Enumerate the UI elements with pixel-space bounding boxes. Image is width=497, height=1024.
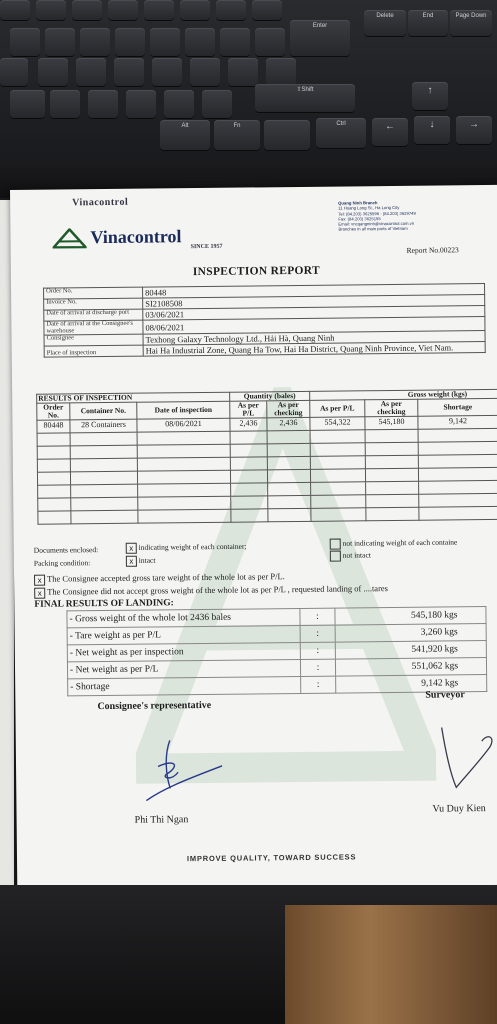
intact-checkbox: x xyxy=(126,556,137,567)
results-table xyxy=(36,389,497,524)
order-info-label: Date of arrival at discharge port xyxy=(44,309,143,321)
final-result-label: - Net weight as per P/L xyxy=(67,659,300,678)
company-logo xyxy=(52,226,181,248)
branch-title: Quang Ninh Branch xyxy=(338,200,378,206)
not-intact-checkbox xyxy=(330,551,341,562)
keyboard-key xyxy=(255,28,285,56)
final-result-colon: : xyxy=(300,659,335,676)
fn-key: Fn xyxy=(214,120,260,150)
branch-line: Fax: (84.203) 3625155 xyxy=(338,215,381,222)
menu-key xyxy=(264,120,310,150)
quantity-as-per-pl-cell: 2,436 xyxy=(230,417,267,430)
keyboard-key xyxy=(38,58,68,86)
branch-line: Email: vncqangninh@vinacontrol.com.vn xyxy=(338,220,415,227)
keyboard-key xyxy=(115,28,145,56)
order-info-label: Date of arrival at the Consignee's warehouse xyxy=(44,320,143,335)
final-results-title: FINAL RESULTS OF LANDING: xyxy=(34,598,174,610)
order-info-value: 08/06/2021 xyxy=(143,317,485,335)
keyboard-key xyxy=(252,0,282,20)
keyboard-key xyxy=(45,28,75,56)
not-indicating-option xyxy=(330,537,458,549)
company-logo-icon xyxy=(52,228,86,248)
gw-as-per-pl-cell: 554,322 xyxy=(310,416,365,430)
not-indicating-checkbox xyxy=(330,539,341,550)
order-info-value: SI2108508 xyxy=(143,295,485,310)
branch-info xyxy=(338,199,468,232)
date-of-inspection-header: Date of inspection xyxy=(137,401,230,419)
not-accepted-checkbox: x xyxy=(34,587,45,598)
not-accepted-label: The Consignee did not accept gross weight of the whole lot as per P/L , requested landing of ....tares xyxy=(47,583,389,597)
keyboard-key xyxy=(126,90,156,118)
footer-slogan: IMPROVE QUALITY, TOWARD SUCCESS xyxy=(186,852,357,864)
enter-key: Enter xyxy=(290,20,350,56)
order-info-value: Hai Ha Industrial Zone, Quang Ha Tow, Hai Ha District, Quang Ninh Province, Viet Nam. xyxy=(143,342,485,357)
results-section-title: RESULTS OF INSPECTION xyxy=(37,392,230,403)
shortage-header: Shortage xyxy=(418,398,497,416)
report-title: INSPECTION REPORT xyxy=(192,264,321,279)
ctrl-key: Ctrl xyxy=(316,118,366,148)
final-result-colon: : xyxy=(300,642,335,659)
indicating-label: indicating weight of each container; xyxy=(138,541,247,552)
indicating-option xyxy=(126,542,247,554)
quantity-as-per-checking-cell: 2,436 xyxy=(267,417,310,430)
keyboard-key xyxy=(0,58,28,86)
intact-option xyxy=(126,555,156,566)
keyboard-key xyxy=(114,58,144,86)
surveyor-name: Vu Duy Kien xyxy=(432,803,486,815)
consignee-representative-title: Consignee's representative xyxy=(97,699,212,713)
keyboard-key xyxy=(10,28,40,56)
keyboard-key xyxy=(150,28,180,56)
accepted-label: The Consignee accepted gross tare weight of the whole lot as per P/L. xyxy=(47,571,285,584)
surveyor-title: Surveyor xyxy=(425,689,465,701)
final-result-colon: : xyxy=(300,608,335,625)
final-result-colon: : xyxy=(301,676,336,693)
not-intact-option xyxy=(330,550,371,561)
keyboard-key xyxy=(216,0,246,20)
keyboard-key xyxy=(10,90,45,118)
final-result-value: 541,920 kgs xyxy=(335,641,486,660)
indicating-checkbox: x xyxy=(126,543,137,554)
final-result-value: 551,062 kgs xyxy=(335,658,486,677)
shift-key: ⇧Shift xyxy=(255,84,355,112)
final-result-value: 545,180 kgs xyxy=(335,607,486,626)
page-down-key: Page Down xyxy=(450,10,492,36)
arrow-down-key: ↓ xyxy=(414,116,450,144)
keyboard-key xyxy=(88,90,118,118)
background-floor xyxy=(285,905,497,1024)
consignee-signature-icon xyxy=(136,736,227,807)
keyboard-key xyxy=(190,58,220,86)
gw-as-per-pl-header: As per P/L xyxy=(310,400,365,417)
delete-key: Delete xyxy=(364,10,406,36)
final-results-table xyxy=(66,606,487,696)
date-of-inspection-cell: 08/06/2021 xyxy=(137,418,230,432)
report-number: Report No.00223 xyxy=(406,245,459,255)
keyboard-key xyxy=(76,58,106,86)
keyboard-key xyxy=(152,58,182,86)
final-result-value: 3,260 kgs xyxy=(335,624,486,643)
arrow-up-key: ↑ xyxy=(412,82,448,110)
final-result-value: 9,142 kgs xyxy=(336,675,487,694)
final-result-label: - Gross weight of the whole lot 2436 bales xyxy=(67,608,300,627)
alt-key: Alt xyxy=(160,120,210,150)
quantity-as-per-checking-header: As per checking xyxy=(267,400,310,417)
order-info-label: Consignee xyxy=(44,334,143,346)
keyboard-key xyxy=(164,90,194,118)
keyboard xyxy=(0,0,497,185)
order-info-label: Place of inspection xyxy=(44,345,143,357)
keyboard-key xyxy=(108,0,138,20)
keyboard-key xyxy=(202,90,232,118)
keyboard-key xyxy=(228,58,258,86)
order-no-cell: 80448 xyxy=(37,420,70,433)
order-info-value: Texhong Galaxy Technology Ltd., Hải Hà, Quang Ninh xyxy=(143,331,485,346)
branch-line: Tel: (84.203) 3625596 - (84.203) 3629749 xyxy=(338,210,416,217)
keyboard-key xyxy=(185,28,215,56)
order-info-table xyxy=(43,283,486,358)
quantity-group-header: Quantity (bales) xyxy=(230,391,310,401)
order-no-header: Order No. xyxy=(37,403,70,420)
keyboard-key xyxy=(36,0,66,20)
keyboard-key xyxy=(220,28,250,56)
quantity-as-per-pl-header: As per P/L xyxy=(230,401,267,418)
documents-enclosed-label: Documents enclosed: xyxy=(33,545,99,555)
surveyor-signature-icon xyxy=(434,723,497,794)
arrow-left-key: ← xyxy=(372,118,408,146)
shortage-cell: 9,142 xyxy=(418,415,497,429)
gw-as-per-checking-header: As per checking xyxy=(365,399,418,416)
gross-weight-group-header: Gross weight (kgs) xyxy=(310,389,497,400)
order-info-value: 03/06/2021 xyxy=(143,306,485,321)
keyboard-key xyxy=(80,28,110,56)
order-info-label: Order No. xyxy=(44,287,143,299)
not-intact-label: not intact xyxy=(342,550,371,560)
final-result-label: - Tare weight as per P/L xyxy=(67,625,300,644)
keyboard-key xyxy=(180,0,210,20)
final-result-label: - Shortage xyxy=(68,676,301,695)
arrow-right-key: → xyxy=(456,116,492,144)
container-no-header: Container No. xyxy=(70,402,137,419)
final-result-colon: : xyxy=(300,625,335,642)
not-indicating-label: not indicating weight of each containe xyxy=(342,537,458,548)
gw-as-per-checking-cell: 545,180 xyxy=(365,416,418,430)
branch-line: 11 Hoang Long St., Ha Long City xyxy=(338,205,400,211)
keyboard-key xyxy=(0,0,30,20)
accepted-checkbox: x xyxy=(34,574,45,585)
packing-condition-label: Packing condition: xyxy=(33,558,91,568)
branch-line: Branches in all main ports of Vietnam xyxy=(338,226,408,232)
since-text: SINCE 1957 xyxy=(190,243,223,251)
end-key: End xyxy=(408,10,448,36)
order-info-value: 80448 xyxy=(143,284,485,299)
final-result-label: - Net weight as per inspection xyxy=(67,642,300,661)
keyboard-key xyxy=(50,90,80,118)
intact-label: intact xyxy=(138,555,156,565)
brand-name: Vinacontrol xyxy=(90,226,182,248)
order-info-label: Invoice No. xyxy=(44,298,143,310)
keyboard-key xyxy=(72,0,102,20)
inspection-report-paper xyxy=(10,185,497,890)
consignee-name: Phi Thi Ngan xyxy=(134,814,189,826)
top-brand-text: Vinacontrol xyxy=(72,196,129,209)
container-no-cell: 28 Containers xyxy=(70,419,137,433)
keyboard-key xyxy=(266,58,296,86)
keyboard-key xyxy=(144,0,174,20)
